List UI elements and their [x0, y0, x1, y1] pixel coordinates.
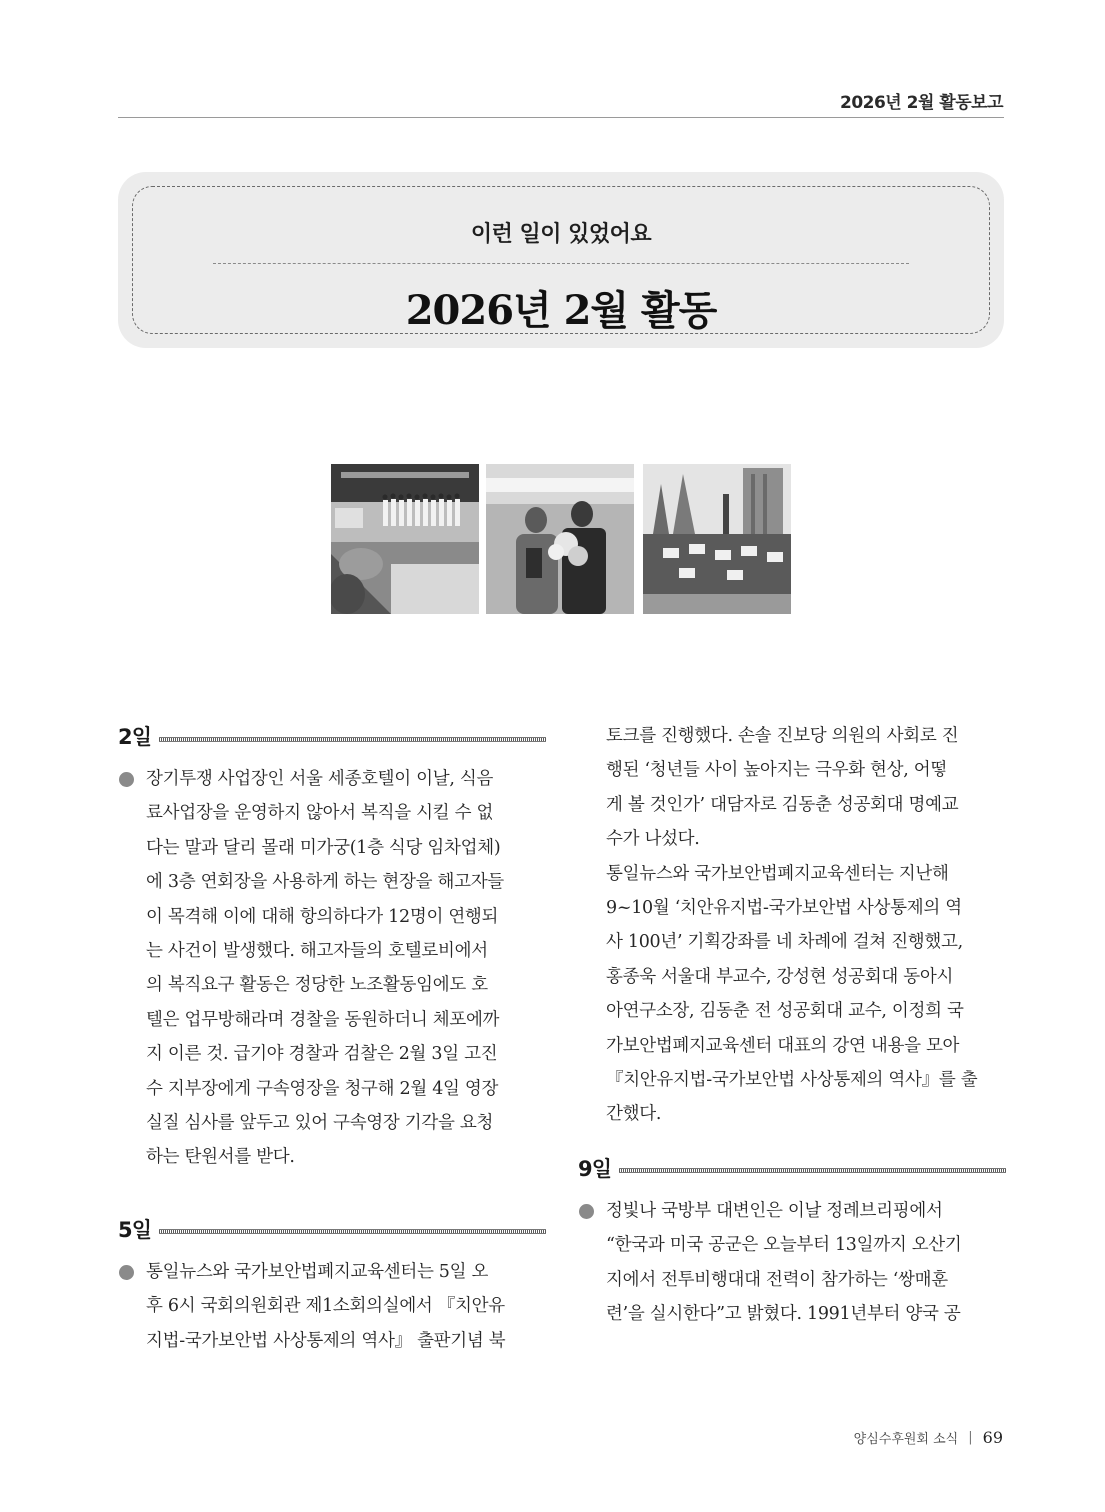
text-line: 게 볼 것인가’ 대담자로 김동춘 성공회대 명예교 [606, 794, 959, 815]
text-line: 수가 나섰다. [606, 829, 700, 850]
running-header: 2026년 2월 활동보고 [839, 93, 1003, 113]
section-day-label: 2일 [118, 724, 152, 749]
text-line: 이 목격해 이에 대해 항의하다가 12명이 연행되 [146, 906, 499, 927]
title-box-dashed-border [132, 186, 990, 334]
text-line: 실질 심사를 앞두고 있어 구속영장 기각을 요청 [146, 1113, 494, 1134]
header-rule [118, 117, 1004, 118]
title-divider [213, 263, 909, 264]
text-line: 지법-국가보안법 사상통제의 역사』 출판기념 북 [146, 1330, 506, 1351]
text-line: 『치안유지법-국가보안법 사상통제의 역사』를 출 [606, 1070, 978, 1091]
text-line: 장기투쟁 사업장인 서울 세종호텔이 이날, 식음 [146, 769, 494, 789]
page-number: 69 [982, 1428, 1003, 1447]
page-footer [854, 1428, 1003, 1447]
text-line: 홍종욱 서울대 부교수, 강성현 성공회대 동아시 [606, 966, 954, 987]
text-line: 9~10월 ‘치안유지법-국가보안법 사상통제의 역 [606, 898, 962, 919]
bullet-dot-icon [119, 1265, 134, 1280]
paragraph [578, 857, 1006, 1132]
section-day-label: 9일 [578, 1156, 612, 1181]
text-line: 수 지부장에게 구속영장을 청구해 2월 4일 영장 [146, 1078, 499, 1099]
text-line: 다는 말과 달리 몰래 미가궁(1층 식당 임차업체) [146, 837, 501, 858]
title-box [118, 172, 1004, 348]
text-line: 정빛나 국방부 대변인은 이날 정례브리핑에서 [606, 1200, 943, 1221]
text-line: 후 6시 국회의원회관 제1소회의실에서 『치안유 [146, 1296, 505, 1317]
text-line: 료사업장을 운영하지 않아서 복직을 시킬 수 없 [146, 803, 494, 824]
section-day-label: 5일 [118, 1217, 152, 1242]
bullet-item [578, 1194, 1006, 1332]
photo-concert-hall [331, 464, 479, 614]
text-line: 지 이른 것. 급기야 경찰과 검찰은 2월 3일 고진 [146, 1044, 498, 1065]
bullet-dot-icon [579, 1204, 594, 1219]
left-column [118, 718, 546, 1358]
section-rule [159, 1229, 546, 1234]
text-line: 에 3층 연회장을 사용하게 하는 현장을 해고자들 [146, 872, 504, 893]
right-column [578, 719, 1006, 1332]
section-rule [619, 1168, 1006, 1173]
text-line: “한국과 미국 공군은 오늘부터 13일까지 오산기 [606, 1235, 962, 1256]
text-line: 간했다. [606, 1104, 662, 1125]
text-line: 행된 ‘청년들 사이 높아지는 극우화 현상, 어떻 [606, 760, 947, 781]
text-line: 사 100년’ 기획강좌를 네 차례에 걸쳐 진행했고, [606, 932, 963, 953]
bullet-item [118, 762, 546, 1175]
page-title: 2026년 2월 활동 [405, 287, 717, 334]
footer-publication: 양심수후원회 소식 [853, 1432, 959, 1447]
text-line: 통일뉴스와 국가보안법폐지교육센터는 5일 오 [146, 1261, 489, 1282]
text-line: 통일뉴스와 국가보안법폐지교육센터는 지난해 [606, 863, 949, 884]
photo-street-rally [643, 464, 791, 614]
section-gap [118, 1175, 546, 1211]
section-heading [118, 1211, 546, 1249]
text-line: 의 복직요구 활동은 정당한 노조활동임에도 호 [146, 975, 488, 996]
section-gap [578, 1132, 1006, 1150]
section-heading [578, 1150, 1006, 1188]
text-line: 지에서 전투비행대대 전력이 참가하는 ‘쌍매훈 [606, 1269, 948, 1290]
bullet-dot-icon [119, 772, 134, 787]
text-line: 토크를 진행했다. 손솔 진보당 의원의 사회로 진 [606, 726, 959, 746]
photo-award-ceremony [486, 464, 634, 614]
text-line: 하는 탄원서를 받다. [146, 1147, 295, 1168]
footer-separator: | [968, 1430, 973, 1445]
text-line: 는 사건이 발생했다. 해고자들의 호텔로비에서 [146, 941, 488, 962]
section-heading [118, 718, 546, 756]
text-line: 아연구소장, 김동춘 전 성공회대 교수, 이정희 국 [606, 1001, 964, 1022]
text-line: 가보안법폐지교육센터 대표의 강연 내용을 모아 [606, 1035, 960, 1056]
bullet-item [118, 1255, 546, 1358]
section-rule [159, 737, 546, 742]
text-line: 텔은 업무방해라며 경찰을 동원하더니 체포에까 [146, 1009, 500, 1030]
continued-paragraph [578, 719, 1006, 857]
title-kicker: 이런 일이 있었어요 [470, 222, 652, 247]
text-line: 련’을 실시한다”고 밝혔다. 1991년부터 양국 공 [606, 1304, 961, 1325]
